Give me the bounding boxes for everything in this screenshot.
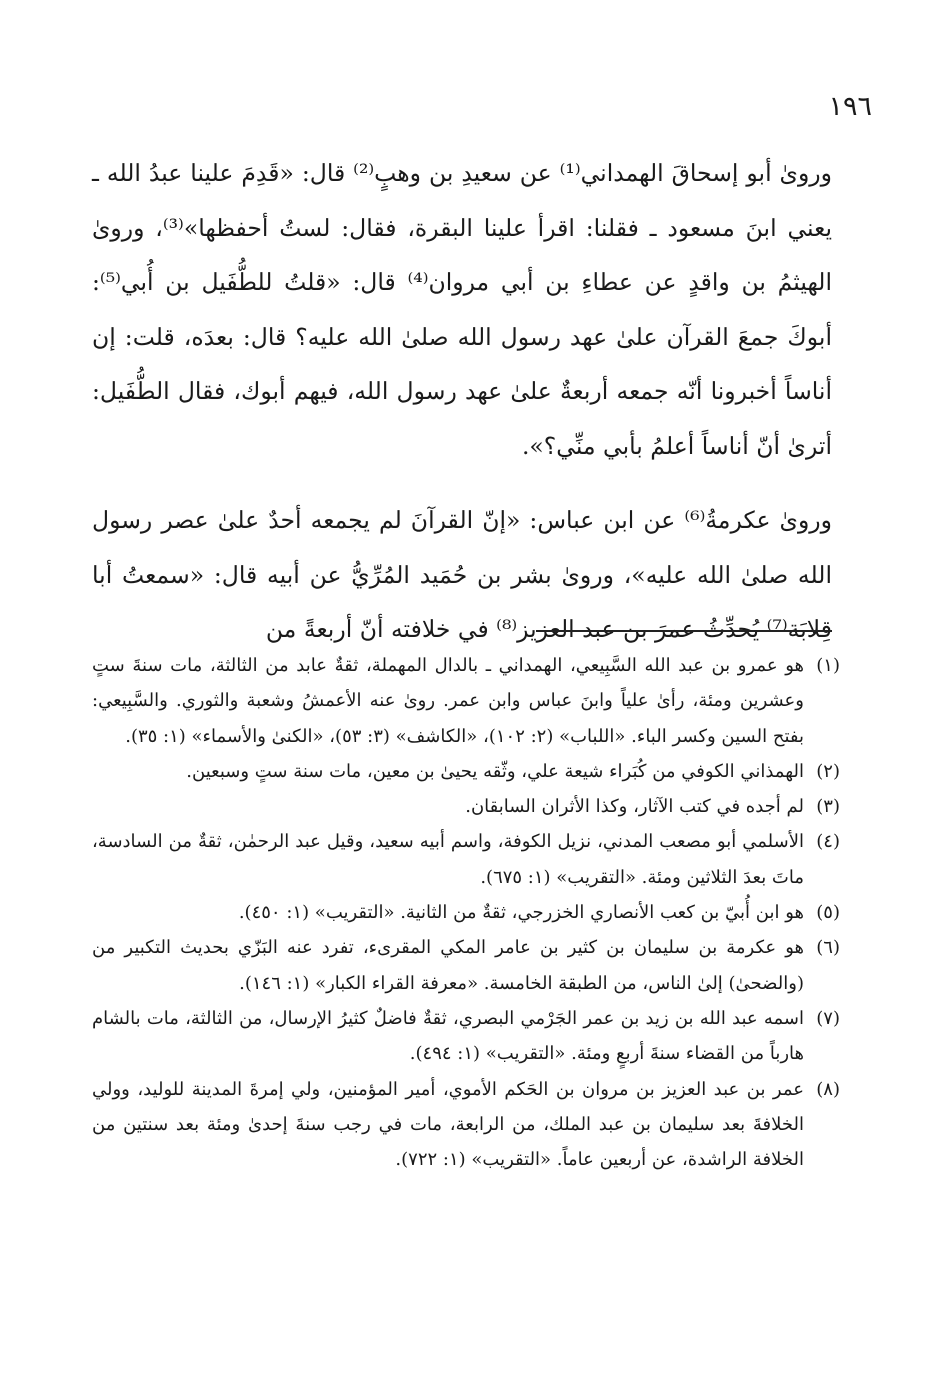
footnote-number: (٧) — [816, 1007, 840, 1029]
page-number: ١٩٦ — [828, 91, 872, 122]
footnote-text: هو ابن أُبيّ بن كعب الأنصاري الخزرجي، ثقةٌ من الثانية. «التقريب» (١: ٤٥٠). — [238, 902, 804, 924]
footnote-number: (٢) — [816, 760, 840, 782]
footnote-number: (٤) — [816, 831, 840, 853]
footnote-text: عمر بن عبد العزيز بن مروان بن الحَكم الأموي، أمير المؤمنين، ولي إمرةَ المدينة للوليد، وولي الخلافةَ بعد سليمان بن عبد الملك، من الرابعة، مات في رجب سنةَ إحدىٰ ومئة بعد سنتين من الخلافة الراشدة، عن أربعين عاماً. «التقريب» (١: ٧٢٢). — [92, 1078, 804, 1171]
footnote-text: هو عكرمة بن سليمان بن كثير بن عامر المكي المقرىء، تفرد عنه البَزّي بحديث التكبير من (والضحىٰ) إلىٰ الناس، من الطبقة الخامسة. «معرفة القراء الكبار» (١: ١٤٦). — [92, 937, 804, 994]
footnote — [92, 789, 840, 824]
footnote — [92, 930, 840, 1001]
footnote-text: لم أجده في كتب الآثار، وكذا الأثران السابقان. — [465, 796, 804, 818]
main-text — [92, 146, 832, 677]
footnote — [92, 895, 840, 930]
footnote-number: (٣) — [816, 796, 840, 818]
footnote-text: الهمذاني الكوفي من كُبَراء شيعة علي، وثّقه يحيىٰ بن معين، مات سنة ستٍ وسبعين. — [186, 760, 804, 782]
footnote-text: الأسلمي أبو مصعب المدني، نزيل الكوفة، واسم أبيه سعيد، وقيل عبد الرحمٰن، ثقةٌ من السادسة، ماتَ بعدَ الثلاثين ومئة. «التقريب» (١: ٦٧٥). — [92, 831, 804, 888]
footnote — [92, 1072, 840, 1178]
footnote — [92, 648, 840, 754]
footnote-number: (٥) — [816, 902, 840, 924]
footnotes — [92, 648, 840, 1177]
paragraph: وروىٰ عكرمةُ⁽⁶⁾ عن ابن عباس: «إنّ القرآنَ لم يجمعه أحدٌ علىٰ عصر رسول الله صلىٰ الله عليه»، وروىٰ بشر بن حُمَيد المُرِّيُّ عن أبيه قال: «سمعتُ أبا قِلابَة⁽⁷⁾ يُحدِّثُ عمرَ بن عبد العزيز⁽⁸⁾ في خلافته أنّ أربعةً من — [92, 506, 832, 643]
footnote-number: (٨) — [816, 1078, 840, 1100]
footnote — [92, 1001, 840, 1072]
footnote — [92, 824, 840, 895]
footnote-text: هو عمرو بن عبد الله السَّبِيعي، الهمداني ـ بالدال المهملة، ثقةٌ عابد من الثالثة، مات سنةَ ستٍ وعشرين ومئة، رأىٰ علياً وابنَ عباس وابن عمر. روىٰ عنه الأعمشُ وشعبة والثوري. والسَّبِيعي: بفتح السين وكسر الباء. «اللباب» (٢: ١٠٢)، «الكاشف» (٣: ٥٣)، «الكنىٰ والأسماء» (١: ٣٥). — [92, 655, 804, 747]
footnote-number: (٦) — [816, 937, 840, 959]
footnote — [92, 754, 840, 789]
footnote-number: (١) — [816, 655, 840, 676]
footnote-separator — [536, 630, 832, 632]
paragraph: ورویٰ أبو إسحاقَ الهمداني⁽¹⁾ عن سعيدِ بن وهبٍ⁽²⁾ قال: «قَدِمَ علينا عبدُ الله ـ يعني ابنَ مسعود ـ فقلنا: اقرأ علينا البقرة، فقال: لستُ أحفظها»⁽³⁾، وروىٰ الهيثمُ بن واقدٍ عن عطاءِ بن أبي مروان⁽⁴⁾ قال: «قلتُ للطُّفَيل بن أُبي⁽⁵⁾: أبوكَ جمعَ القرآن علىٰ عهد رسول الله صلىٰ الله عليه؟ قال: بعدَه، قلت: إن أناساً أخبرونا أنّه جمعه أربعةٌ علىٰ عهد رسول الله، فيهم أبوك، فقال الطُّفَيل: أترىٰ أنّ أناساً أعلمُ بأبي منِّي؟». — [92, 159, 833, 460]
footnote-text: اسمه عبد الله بن زيد بن عمر الجَرْمي البصري، ثقةٌ فاضلٌ كثيرُ الإرسال، من الثالثة، مات بالشام هارباً من القضاء سنةَ أربعٍ ومئة. «التقريب» (١: ٤٩٤). — [92, 1007, 804, 1065]
